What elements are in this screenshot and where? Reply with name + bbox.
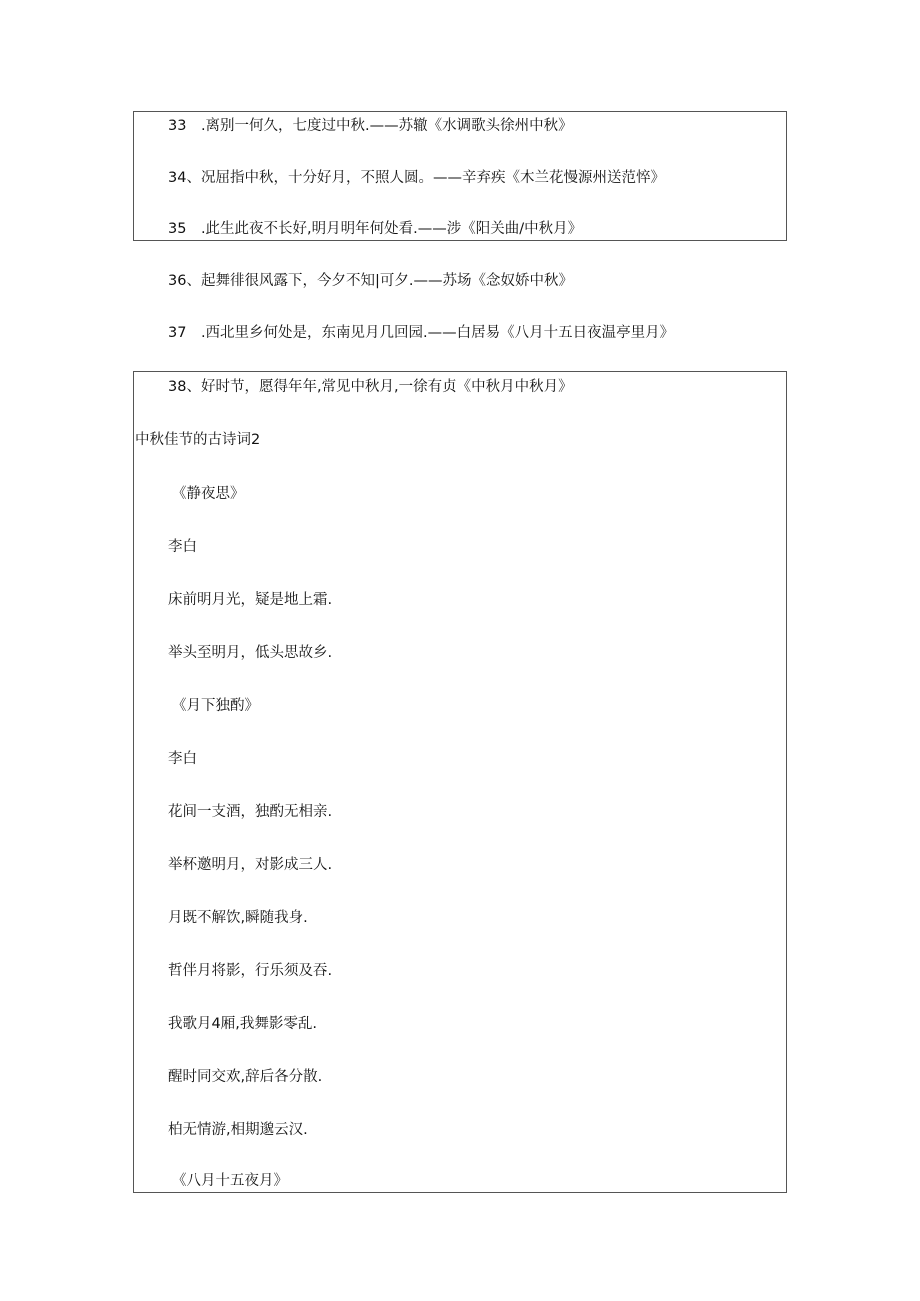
poem-line: 哲伴月将影，行乐须及吞. <box>168 963 333 979</box>
poem-line-33: 33 .离别一何久，七度过中秋.——苏辙《水调歌头徐州中秋》 <box>168 118 573 134</box>
poem-line-34: 34、况屈指中秋，十分好月，不照人圆。——辛弃疾《木兰花慢源州送范悴》 <box>168 170 665 186</box>
poem-line: 床前明月光，疑是地上霜. <box>168 592 333 608</box>
poem-line-38: 38、好时节，愿得年年,常见中秋月,一徐有贞《中秋月中秋月》 <box>168 379 573 395</box>
poem-line: 醒时同交欢,辞后各分散. <box>168 1069 323 1085</box>
poem-line: 举头至明月，低头思故乡. <box>168 645 333 661</box>
poem-line-37: 37 .西北里乡何处是，东南见月几回园.——白居易《八月十五日夜温亭里月》 <box>168 325 675 341</box>
poem-title: 《月下独酌》 <box>172 698 259 714</box>
poem-line-35: 35 .此生此夜不长好,明月明年何处看.——涉《阳关曲/中秋月》 <box>168 221 583 237</box>
poem-line-36: 36、起舞徘很风露下，今夕不知|可夕.——苏场《念奴娇中秋》 <box>168 273 573 289</box>
poem-line: 柏无情游,相期邈云汉. <box>168 1122 308 1138</box>
poem-author: 李白 <box>168 539 197 555</box>
poem-line: 月既不解饮,瞬随我身. <box>168 910 308 926</box>
poem-title: 《静夜思》 <box>172 486 245 502</box>
section-heading: 中秋佳节的古诗词2 <box>135 432 261 448</box>
poem-line: 我歌月4厢,我舞影零乱. <box>168 1016 317 1032</box>
poem-author: 李白 <box>168 751 197 767</box>
poem-line: 举杯邀明月，对影成三人. <box>168 857 333 873</box>
poem-line: 花间一支酒，独酌无相亲. <box>168 804 333 820</box>
poem-title: 《八月十五夜月》 <box>172 1173 288 1189</box>
